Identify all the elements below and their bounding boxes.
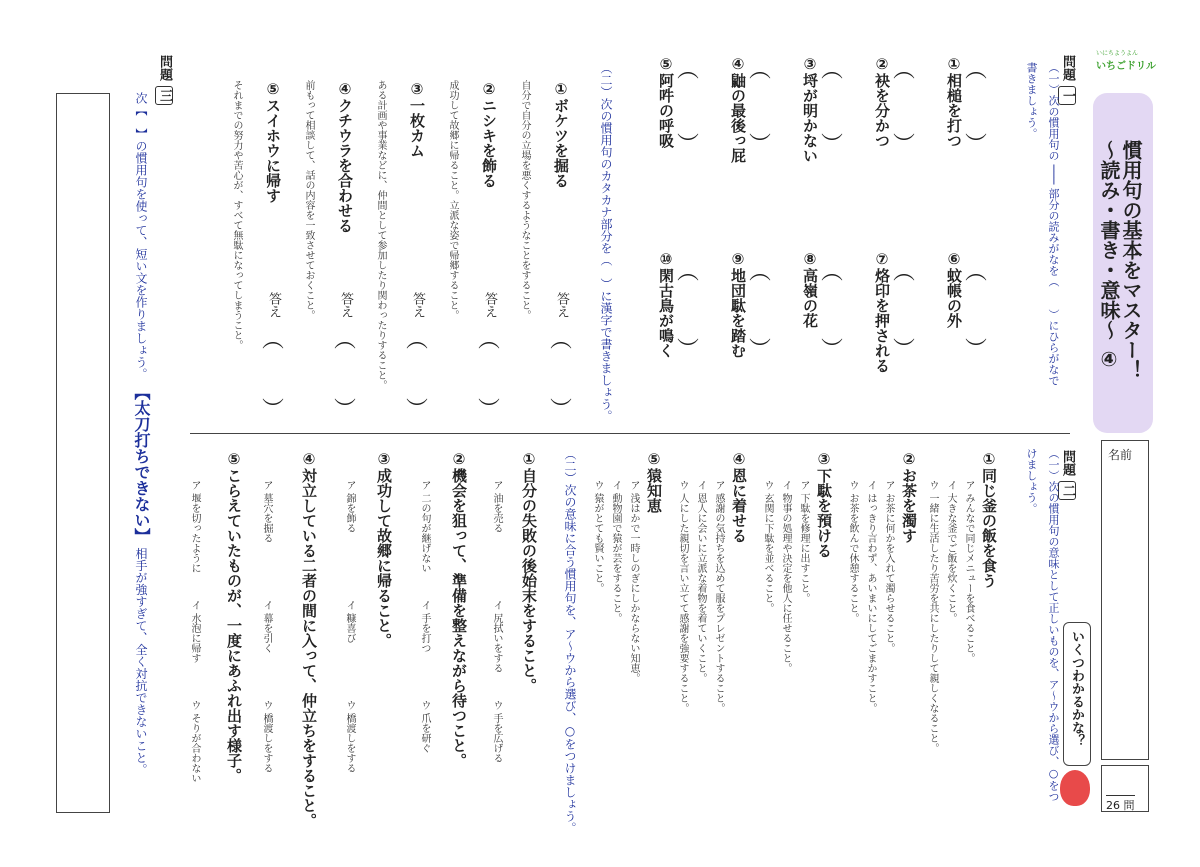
q1-item-3 (801, 55, 819, 163)
q2b-item-1 (520, 450, 538, 693)
q2-item-4 (730, 450, 748, 543)
q1b-item-4 (336, 80, 354, 233)
q2-item-5-opt-b[interactable]: イ 動物園で猿が芸をすること。 (610, 480, 621, 624)
q2b-item-1-opt-c[interactable]: ウ 手を広げる (491, 700, 502, 764)
q2b-item-1-opt-a[interactable]: ア 油を売る (491, 480, 502, 534)
q1-item-5-num: ⑤ (657, 55, 675, 73)
q1b-item-2-text: ニシキを飾る (480, 98, 498, 188)
q2b-item-3-opt-c[interactable]: ウ 橋渡しをする (344, 700, 355, 774)
section-divider (190, 433, 1070, 434)
q3-instruction-post: 相手が強すぎて、全く対抗できないこと。 (134, 547, 148, 776)
q2-item-3-opt-c[interactable]: ウ 玄関に下駄を並べること。 (762, 480, 773, 614)
q1b-item-2-num: ② (480, 80, 498, 98)
q1-item-10 (657, 250, 675, 358)
q1b-item-2-answer: 答え (482, 292, 497, 318)
q2-item-2-text: お茶を濁す (900, 468, 918, 543)
q1-instruction2: （二）次の慣用句のカタカナ部分を（ ）に漢字で書きましょう。 (599, 62, 613, 422)
q3-label (155, 55, 173, 105)
q2-item-1-opt-b[interactable]: イ 大きな釜でご飯を炊くこと。 (945, 480, 956, 624)
q1-item-1 (945, 55, 963, 148)
q2b-item-3-opt-a[interactable]: ア 錦を飾る (344, 480, 355, 534)
q1b-item-4-desc: 前もって相談して、話の内容を一致させておくこと。 (303, 80, 314, 320)
q2-instruction: （一）次の慣用句の意味として正しいものを、ア〜ウから選び、○をつけましょう。 (1025, 448, 1060, 802)
q2-item-4-opt-c[interactable]: ウ 人にした親切を言い立てて感謝を強要すること。 (677, 480, 688, 714)
q1b-item-1 (552, 80, 570, 188)
q1b-item-5-answer: 答え (266, 292, 281, 318)
q2-item-4-opt-a[interactable]: ア 感謝の気持ちを込めて服をプレゼントすること。 (713, 480, 724, 714)
q2-item-2-opt-c[interactable]: ウ お茶を飲んで休憩すること。 (847, 480, 858, 624)
q2-instruction2: （二）次の意味に合う慣用句を、ア〜ウから選び、○をつけましょう。 (563, 448, 577, 834)
page-subtitle: 〜読み・書き・意味〜 ④ (1097, 140, 1121, 371)
q2-label-text: 問題 (1060, 450, 1075, 476)
q2b-item-1-opt-b[interactable]: イ 尻拭いをする (491, 600, 502, 674)
q1-item-7-num: ⑦ (873, 250, 891, 268)
q2-item-4-num: ④ (730, 450, 748, 468)
q1-item-5-text: 阿吽の呼吸 (657, 73, 675, 148)
q2-item-4-text: 恩に着せる (730, 468, 748, 543)
q2b-item-3 (375, 450, 393, 648)
q1-item-9-num: ⑨ (729, 250, 747, 268)
q2-item-3-opt-a[interactable]: ア 下駄を修理に出すこと。 (798, 480, 809, 604)
q2-item-1 (980, 450, 998, 588)
q1-item-4-text: 鼬の最後っ屁 (729, 73, 747, 163)
q1b-item-1-text: ボケツを掘る (552, 98, 570, 188)
q1-instruction: （一）次の慣用句の ─── 部分の読みがなを（ ）にひらがなで書きましょう。 (1025, 62, 1060, 386)
score-unit: 問 (1123, 799, 1135, 812)
q3-instruction-pre: 次【 】の慣用句を使って、短い文を作りましょう。 (134, 92, 148, 380)
q1-item-4 (729, 55, 747, 163)
strawberry-icon (1060, 770, 1090, 806)
q1-item-6-text: 蚊帳の外 (945, 268, 963, 328)
q2-item-3 (815, 450, 833, 558)
q3-number: 三 (155, 86, 173, 105)
q1-item-10-num: ⑩ (657, 250, 675, 268)
q2b-item-4-opt-c[interactable]: ウ 橋渡しをする (261, 700, 272, 774)
q1b-item-1-answer: 答え (554, 292, 569, 318)
q1b-item-3-answer: 答え (410, 292, 425, 318)
q2b-item-2-opt-a[interactable]: ア 二の句が継げない (419, 480, 430, 574)
q2b-item-2 (450, 450, 468, 768)
q1b-item-1-desc: 自分で自分の立場を悪くするようなことをすること。 (519, 80, 530, 320)
q1b-item-4-text: クチウラを合わせる (336, 98, 354, 233)
q2b-item-5-opt-b[interactable]: イ 水泡に帰す (189, 600, 200, 664)
q2b-item-2-opt-b[interactable]: イ 手を打つ (419, 600, 430, 654)
brand-logo (1096, 48, 1158, 72)
brand-small-text: いにちようよん (1096, 50, 1139, 57)
q1b-item-5-text: スイホウに帰す (264, 98, 282, 203)
q1-item-10-text: 閑古鳥が鳴く (657, 268, 675, 358)
q1b-item-2-desc: 成功して故郷に帰ること。立派な姿で帰郷すること。 (447, 80, 458, 320)
q1-item-8 (801, 250, 819, 328)
q2-item-2 (900, 450, 918, 543)
brand-name: いちごドリル (1096, 61, 1156, 72)
q2b-item-5-num: ⑤ (225, 450, 243, 468)
q1b-item-5 (264, 80, 282, 203)
q1b-item-3-num: ③ (408, 80, 426, 98)
q2-item-4-opt-b[interactable]: イ 恩人に会いに立派な着物を着ていくこと。 (695, 480, 706, 684)
q2b-item-4-opt-b[interactable]: イ 幕を引く (261, 600, 272, 654)
q2-item-1-num: ① (980, 450, 998, 468)
q1-item-8-num: ⑧ (801, 250, 819, 268)
q2-item-5 (645, 450, 663, 513)
q1-item-2-num: ② (873, 55, 891, 73)
q1b-item-4-num: ④ (336, 80, 354, 98)
q2-item-1-text: 同じ釜の飯を食う (980, 468, 998, 588)
q1-item-7 (873, 250, 891, 373)
q2b-item-3-opt-b[interactable]: イ 糠喜び (344, 600, 355, 644)
q2b-item-5-text: こらえていたものが、一度にあふれ出す様子。 (225, 468, 243, 783)
q1-item-2-text: 袂を分かつ (873, 73, 891, 148)
q2-item-1-opt-a[interactable]: ア みんなで同じメニューを食べること。 (963, 480, 974, 664)
q1-item-1-text: 相槌を打つ (945, 73, 963, 148)
q2-item-2-num: ② (900, 450, 918, 468)
q1-item-6-num: ⑥ (945, 250, 963, 268)
q2b-item-2-opt-c[interactable]: ウ 爪を研ぐ (419, 700, 430, 754)
q1-item-9-text: 地団駄を踏む (729, 268, 747, 358)
question-bubble-text: いくつわかるかな？ (1069, 630, 1084, 747)
q1b-item-3-desc: ある計画や事業などに、仲間として参加したり関わったりすること。 (375, 80, 386, 390)
q1b-item-5-num: ⑤ (264, 80, 282, 98)
q2b-item-4 (300, 450, 318, 828)
q2b-item-5-opt-a[interactable]: ア 堰を切ったように (189, 480, 200, 574)
q2-number: 二 (1058, 481, 1076, 500)
q2-item-1-opt-c[interactable]: ウ 一緒に生活したり苦労を共にしたりして親しくなること。 (927, 480, 938, 754)
q3-label-text: 問題 (157, 55, 172, 81)
q2-item-3-text: 下駄を預ける (815, 468, 833, 558)
q2b-item-3-text: 成功して故郷に帰ること。 (375, 468, 393, 648)
q2b-item-3-num: ③ (375, 450, 393, 468)
q1b-item-4-answer: 答え (338, 292, 353, 318)
q1-item-4-num: ④ (729, 55, 747, 73)
q1-item-2 (873, 55, 891, 148)
q2b-item-4-num: ④ (300, 450, 318, 468)
q1b-item-1-num: ① (552, 80, 570, 98)
q1b-item-2 (480, 80, 498, 188)
q2b-item-4-opt-a[interactable]: ア 墓穴を掘る (261, 480, 272, 544)
q1-label-text: 問題 (1060, 55, 1075, 81)
q3-phrase: 【太刀打ちできない】 (132, 383, 151, 544)
score-count (1106, 795, 1135, 813)
q2b-item-2-text: 機会を狙って、準備を整えながら待つこと。 (450, 468, 468, 768)
q2-item-5-num: ⑤ (645, 450, 663, 468)
q2b-item-5 (225, 450, 243, 783)
q1b-item-3-text: 一枚カム (408, 98, 426, 158)
q1-item-3-text: 埒が明かない (801, 73, 819, 163)
q1b-item-5-desc: それまでの努力や苦心が、すべて無駄になってしまうこと。 (231, 80, 242, 350)
q1-item-3-num: ③ (801, 55, 819, 73)
q1-item-5 (657, 55, 675, 148)
q2-item-2-opt-a[interactable]: ア お茶に何かを入れて濁らせること。 (883, 480, 894, 654)
q1-item-9 (729, 250, 747, 358)
q1-item-6 (945, 250, 963, 328)
q2b-item-4-text: 対立している二者の間に入って、仲立ちをすること。 (300, 468, 318, 828)
score-number: 26 (1106, 799, 1120, 812)
q2-item-5-opt-c[interactable]: ウ 猿がとても賢いこと。 (592, 480, 603, 594)
name-box[interactable] (1101, 440, 1149, 760)
q1-item-1-num: ① (945, 55, 963, 73)
page-title: 慣用句の基本をマスター！ (1119, 140, 1143, 380)
q1-item-7-text: 烙印を押される (873, 268, 891, 373)
q2b-item-1-num: ① (520, 450, 538, 468)
q3-answer-box[interactable] (56, 93, 110, 813)
q2-item-3-opt-b[interactable]: イ 物事の処理や決定を他人に任せること。 (780, 480, 791, 674)
q2-item-3-num: ③ (815, 450, 833, 468)
q1b-item-3 (408, 80, 426, 158)
q1-item-8-text: 高嶺の花 (801, 268, 819, 328)
q2b-item-2-num: ② (450, 450, 468, 468)
q2-item-5-opt-a[interactable]: ア 浅はかで一時しのぎにしかならない知恵。 (628, 480, 639, 684)
q2-item-2-opt-b[interactable]: イ はっきり言わず、あいまいにしてごまかすこと。 (865, 480, 876, 714)
q2b-item-1-text: 自分の失敗の後始末をすること。 (520, 468, 538, 693)
name-label: 名前 (1108, 448, 1133, 462)
q2b-item-5-opt-c[interactable]: ウ そりが合わない (189, 700, 200, 784)
q2-item-5-text: 猿知恵 (645, 468, 663, 513)
q1-number: 一 (1058, 86, 1076, 105)
q3-instruction (130, 92, 153, 776)
